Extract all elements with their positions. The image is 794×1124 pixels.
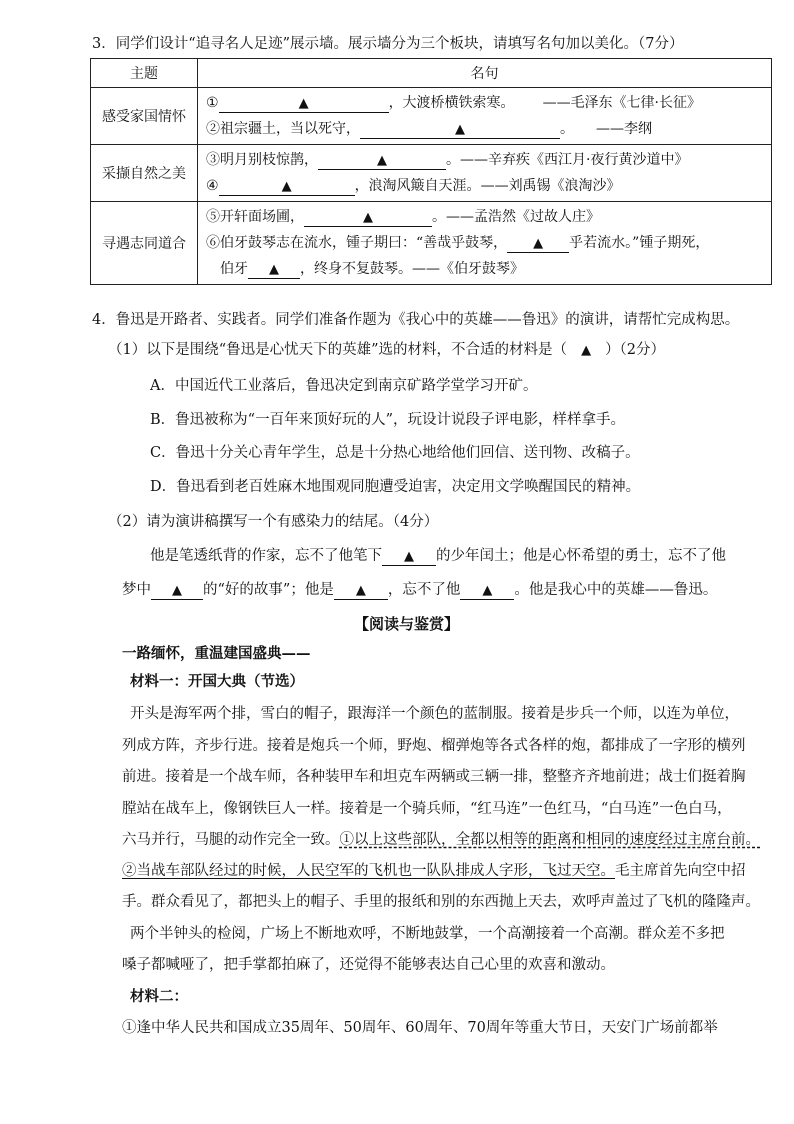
q3-table-header [91,59,772,88]
option-d: D．鲁迅看到老百姓麻木地围观同胞遭受迫害，决定用文学唤醒国民的精神。 [150,479,641,495]
paragraph-line: 手。群众看见了，都把头上的帽子、手里的报纸和别的东西抛上天去，欢呼声盖过了飞机的隆隆声。 [122,894,760,910]
row-theme: 采撷自然之美 [91,145,198,202]
paragraph-line: 两个半钟头的检阅，广场上不断地欢呼，不断地鼓掌，一个高潮接着一个高潮。群众差不多把 [130,926,725,942]
option-c: C．鲁迅十分关心青年学生，总是十分热心地给他们回信、送刊物、改稿子。 [150,445,640,461]
quote-line-3: ③明月别枝惊鹊， ▲ 。——辛弃疾《西江月·夜行黄沙道中》 [206,152,689,168]
answer-blank[interactable]: ▲ [382,547,436,566]
quote-source: ——辛弃疾《西江月·夜行黄沙道中》 [460,152,689,168]
q3-row-1 [91,88,772,145]
q4-prompt: 4．鲁迅是开路者、实践者。同学们准备作题为《我心中的英雄——鲁迅》的演讲，请帮忙完成构思。 [92,312,740,328]
q3-row-3 [91,202,772,285]
header-quote: 名句 [198,59,772,88]
paragraph-line: ①逢中华人民共和国成立35周年、50周年、60周年、70周年等重大节日，天安门广场前都举 [122,1020,718,1036]
answer-blank[interactable]: ▲ [507,234,569,253]
q3-row-2 [91,145,772,202]
answer-blank[interactable]: ▲ [334,581,388,600]
q4-sub2-line1: 他是笔透纸背的作家，忘不了他笔下 ▲ 的少年闰土；他是心怀希望的勇士，忘不了他 [150,548,726,564]
section-title: 【阅读与鉴赏】 [354,615,460,633]
q4-sub2-stem: （2）请为演讲稿撰写一个有感染力的结尾。（4分） [108,514,439,530]
q4-sub2-line2: 梦中 ▲ 的“好的故事”；他是 ▲ ，忘不了他 ▲ 。他是我心中的英雄——鲁迅。 [122,582,718,598]
material2-title: 材料二： [130,988,188,1005]
q3-table [90,58,772,285]
paragraph-line: 嗓子都喊哑了，把手掌都拍麻了，还觉得不能够表达自己心里的欢喜和激动。 [122,957,615,973]
paragraph-line: ②当战车部队经过的时候，人民空军的飞机也一队队排成人字形，飞过天空。毛主席首先向空中招 [122,863,746,879]
answer-blank[interactable]: ▲ [248,260,300,279]
paragraph-line: 开头是海军两个排，雪白的帽子，跟海洋一个颜色的蓝制服。接着是步兵一个师，以连为单位， [130,706,739,722]
option-a: A．中国近代工业落后，鲁迅决定到南京矿路学堂学习开矿。 [150,378,538,394]
paragraph-line: 膛站在战车上，像钢铁巨人一样。接着是一个骑兵师，“红马连”一色红马，“白马连”一色白马， [122,801,732,817]
quote-source: ——李纲 [596,121,652,137]
paragraph-line: 列成方阵，齐步行进。接着是炮兵一个师，野炮、榴弹炮等各式各样的炮，都排成了一字形的横列 [122,738,746,754]
q3-prompt: 3．同学们设计“追寻名人足迹”展示墙。展示墙分为三个板块，请填写名句加以美化。（7分） [92,36,684,52]
reading-intro: 一路缅怀，重温建国盛典—— [122,645,311,662]
answer-blank[interactable]: ▲ [360,120,560,139]
q4-sub1-stem: （1）以下是围绕“鲁迅是心忧天下的英雄”选的材料，不合适的材料是（ ▲ ）（2分） [108,342,666,358]
quote-line-2: ②祖宗疆土，当以死守， ▲ 。 ——李纲 [206,121,652,137]
option-b: B．鲁迅被称为“一百年来顶好玩的人”，玩设计说段子评电影，样样拿手。 [150,412,625,428]
quote-line-1: ① ▲ ，大渡桥横铁索寒。 ——毛泽东《七律·长征》 [206,95,702,111]
answer-blank[interactable]: ▲ [151,581,203,600]
quote-source: ——刘禹锡《浪淘沙》 [480,178,621,194]
row-theme: 感受家国情怀 [91,88,198,145]
underlined-sentence-2: ②当战车部队经过的时候，人民空军的飞机也一队队排成人字形，飞过天空。 [122,863,615,879]
underlined-sentence-1: ①以上这些部队，全都以相等的距离和相同的速度经过主席台前。 [339,832,760,848]
quote-line-6: ⑥伯牙鼓琴志在流水，锺子期曰：“善哉乎鼓琴， ▲ 乎若流水。”锺子期死， [206,235,710,251]
material1-title: 材料一：开国大典（节选） [130,673,304,690]
header-theme: 主题 [91,59,198,88]
paragraph-line: 六马并行，马腿的动作完全一致。①以上这些部队，全都以相等的距离和相同的速度经过主席台前。 [122,832,760,848]
answer-blank[interactable]: ▲ [219,177,355,196]
answer-blank[interactable]: ▲ [460,581,514,600]
quote-source: ——孟浩然《过故人庄》 [446,209,600,225]
answer-blank[interactable]: ▲ [318,151,446,170]
quote-source: ——毛泽东《七律·长征》 [542,95,702,111]
answer-blank[interactable]: ▲ [219,94,389,113]
row-theme: 寻遇志同道合 [91,202,198,285]
answer-blank[interactable]: ▲ [304,208,432,227]
answer-blank[interactable]: ▲ [581,343,592,358]
paragraph-line: 前进。接着是一个战车师，各种装甲车和坦克车两辆或三辆一排，整整齐齐地前进；战士们挺着胸 [122,769,746,785]
quote-line-5: ⑤开轩面场圃， ▲ 。——孟浩然《过故人庄》 [206,209,600,225]
quote-line-4: ④ ▲ ，浪淘风簸自天涯。——刘禹锡《浪淘沙》 [206,178,621,194]
quote-line-7: 伯牙 ▲ ，终身不复鼓琴。——《伯牙鼓琴》 [220,261,524,277]
quote-source: ——《伯牙鼓琴》 [412,261,524,277]
